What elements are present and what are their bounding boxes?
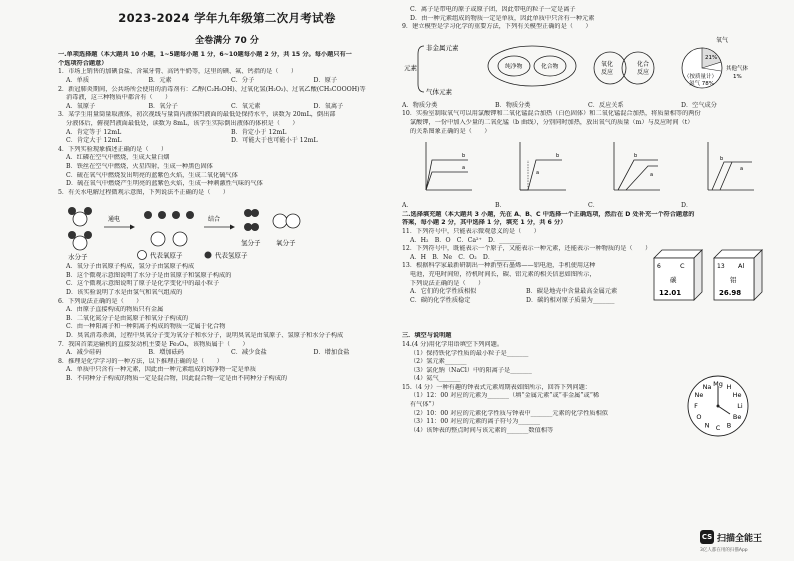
graphs-svg [402, 136, 774, 202]
question-14: 14.(4 分)用化学用语填空下列问题。 [402, 340, 504, 348]
aluminum-cell [714, 250, 762, 300]
section-1-heading-cont: 个选项符合题意） [58, 59, 108, 67]
section-3-heading: 三．填空与说明题 [402, 332, 452, 340]
question-10-cont-2: 的关系图象正确的是（ ） [410, 127, 491, 135]
oxygen-graphs [402, 136, 774, 202]
option: D．原子 [313, 76, 338, 84]
question-2-cont: 消毒液，这三种物质中都含有（ ） [66, 94, 172, 102]
clock-element-label: H [726, 382, 732, 391]
question-8-option-b: B．不同种分子构成的物质一定是混合物，因此混合物一定是由不同种分子构成的 [66, 375, 288, 382]
question-4-option-a: A．红磷在空气中燃烧，生成大量白烟 [66, 154, 170, 162]
question-8-option-d: D．由一种元素组成的物质一定是单质，因此单质中只含有一种元素 [410, 14, 595, 22]
question-15-part-4: （4）该钟表的整点时间与该元素的_______数值相等 [410, 426, 554, 434]
question-5-option-a: A．氧分子由氧原子构成，氢分子由氢原子构成 [66, 263, 195, 271]
option: A．它们的化学性质相似 [410, 288, 477, 296]
option: C．氧元素 [231, 102, 261, 110]
question-4-option-d: D．硫在氧气中燃烧产生明亮的蓝紫色火焰，生成一种刺激性气味的气体 [66, 180, 263, 188]
question-5-option-b: B．这个微观示意图说明了水分子是由氧原子和氢原子构成的 [66, 271, 232, 279]
model-d-oxygen-pct: 21% [705, 54, 718, 61]
svg-text:b: b [634, 153, 638, 160]
question-5: 5．有关水电解过程微观示意图，下列说法不正确的是（ ） [58, 188, 229, 196]
option: D．碳的相对原子质量为_______ [526, 296, 615, 304]
svg-text:a: a [536, 170, 540, 177]
question-4-option-b: B．铁丝在空气中燃烧，火星四射，生成一种黑色固体 [66, 162, 213, 170]
question-14-part-4: （4）氦气_______ [410, 375, 461, 383]
graph-c [614, 142, 660, 190]
model-c-oxidation: 氧化 [601, 60, 614, 68]
model-b-compound: 化合物 [541, 63, 559, 70]
model-a-nonmetal: 非金属元素 [426, 43, 459, 52]
question-7: 7．我国首架运输机的直接发动机主要是 Fe₃O₄，该物质属于（ ） [58, 340, 249, 348]
legend-oxygen: 代表氧原子 [150, 251, 183, 260]
model-diagrams [402, 32, 774, 102]
electrolysis-svg [58, 197, 396, 263]
question-13-block [402, 262, 774, 332]
scanner-brand-tagline: 3亿人都在用的扫描App [700, 548, 748, 553]
question-3-cont: 分液体后，俯视凹液面最低处，读数为 8mL，该学生实际倒出液体的体积是（ ） [66, 119, 299, 127]
question-6-option-d: D．臭氧消毒杀菌，过程中臭氧分子变为氧分子和水分子，说明臭氧是由氧原子、氢原子和水分子构成 [66, 332, 344, 340]
aluminum-number: 13 [717, 263, 725, 271]
option: A．单质 [66, 76, 90, 84]
water-electrolysis-diagram [58, 197, 396, 263]
model-d-by-mass: （按质量计） [684, 73, 718, 80]
arrow-2-head [230, 225, 235, 230]
legend-oxygen-icon [138, 251, 147, 260]
question-6-option-c: C．由一种阳离子和一种阴离子构成的物质一定属于化合物 [66, 323, 226, 331]
question-1: 1．市场上销售的加碘食盐、含氟牙膏、高钙牛奶等，这里的碘、氟、钙指的是（ ） [58, 68, 298, 76]
left-column [58, 6, 396, 384]
option: B．物质分类 [495, 101, 531, 109]
clock-element-label: C [715, 424, 721, 433]
svg-text:a: a [462, 165, 466, 172]
clock-element-label: N [704, 421, 710, 430]
question-2: 2．新冠肺炎期间，公共场所会使用的消毒剂有：乙醇(C₂H₅OH)、过氧化氢(H₂O₂)、过氧乙酸(CH₃COOOH)等 [58, 85, 366, 93]
model-c-combination: 化合 [637, 60, 650, 68]
aluminum-symbol: Al [738, 262, 745, 271]
model-a-element: 元素 [404, 63, 417, 72]
question-15: 15.（4 分）一种有趣的钟表式元素周期表如图所示，回答下列问题： [402, 383, 591, 391]
question-13-cont-2: 下列说法正确的是（ ） [410, 279, 485, 287]
question-8-option-a: A．单质中只含有一种元素，因此由一种元素组成的纯净物一定是单质 [66, 366, 257, 374]
section-2-heading-cont: 答案，每小题 2 分，其中选择 1 分，填充 1 分，共 6 分） [402, 219, 567, 227]
question-6-option-a: A．由原子直接构成的物质只有金属 [66, 306, 164, 314]
arrow-2-label: 结合 [208, 216, 221, 224]
clock-element-label: F [694, 402, 698, 411]
question-1-options [58, 77, 396, 86]
exam-title: 2023-2024 学年九年级第二次月考试卷 [118, 11, 336, 25]
question-6: 6．下列说法正确的是（ ） [58, 297, 143, 305]
question-11: 11．下列符号中，只能表示微观意义的是（ ） [402, 227, 540, 235]
option: D．氧离子 [313, 102, 344, 110]
clock-element-label: Be [732, 413, 742, 422]
option: A．减少硅码 [66, 349, 102, 357]
question-14-part-2: （2）氢元素_______ [410, 358, 467, 366]
question-10: 10．实验室制取氧气可以用氯酸钾和二氧化锰混合加热（白色固体）和二氧化锰混合加热，将质量相等的两份 [402, 110, 701, 118]
hydrogen-label: 氢分子 [241, 239, 261, 248]
section-1-heading: 一.单项选择题（本大题共 10 小题，1~5题每小题 1 分，6~10题每小题 2 分，共 15 分。每小题只有一 [58, 51, 352, 59]
question-9: 9．建立模型是学习化学的重要方法，下列有关模型正确的是（ ） [402, 23, 592, 31]
svg-text:b: b [556, 153, 560, 160]
model-b [488, 46, 576, 86]
question-14-part-3: （3）氯化钠（NaCl）中的阳离子是_______ [410, 366, 532, 374]
separated-atoms [144, 211, 194, 246]
question-15-part-1-cont: 有气体”） [410, 401, 438, 409]
option: B．增加砝码 [148, 349, 184, 357]
model-svg [402, 32, 774, 102]
model-d-other: 其他气体 [726, 65, 749, 72]
clock-element-label: Na [702, 382, 712, 391]
option: B．肯定小于 12mL [231, 128, 287, 136]
question-15-block [402, 380, 774, 436]
option: D．空气成分 [681, 101, 717, 109]
question-4-option-c: C．硫在氧气中燃烧发出明亮的蓝紫色火焰，生成二氧化硫气体 [66, 171, 238, 179]
option: D．增加食盐 [313, 349, 350, 357]
svg-text:b: b [462, 153, 466, 160]
graph-d [708, 142, 754, 190]
model-d [682, 36, 749, 88]
option: C．肯定大于 12mL [66, 137, 122, 145]
water-label: 水分子 [68, 253, 88, 262]
element-clock [684, 372, 752, 440]
oxygen-molecule [273, 214, 300, 228]
right-column [402, 6, 774, 435]
question-10-cont: 氯酸钾，一份中加入少量的二氧化锰（b 曲线），分别同时加热，放出氧气的质量（m）与反应时间（t） [410, 118, 694, 126]
model-a-gas: 气体元素 [426, 87, 452, 96]
question-7-options [58, 349, 396, 358]
option: C．碳的化学性质稳定 [410, 296, 471, 304]
svg-text:a: a [740, 166, 744, 173]
option: A．肯定等于 12mL [66, 128, 122, 136]
clock-element-label: B [726, 421, 732, 430]
question-15-part-3: （3）11：00 对应的元素的离子符号为_______ [410, 418, 540, 426]
option: B．碳是地壳中含量最高金属元素 [526, 288, 618, 296]
option: A．氧原子 [66, 102, 96, 110]
clock-element-label: Ne [694, 391, 704, 400]
model-d-oxygen: 氧气 [716, 36, 729, 44]
question-8: 8．推理是化学学习的一种方法，以下推理正确的是（ ） [58, 357, 223, 365]
aluminum-mass: 26.98 [719, 289, 742, 298]
option: C．反应关系 [588, 101, 624, 109]
question-13-options-1 [402, 288, 642, 297]
legend-hydrogen: 代表氢原子 [215, 251, 248, 260]
question-15-part-2: （2）10：00 对应的元素化学性质与钟表中_______元素的化学性质相似 [410, 409, 608, 417]
option: B．元素 [148, 76, 172, 84]
clock-element-label: Li [737, 402, 743, 411]
question-4: 4．下列实验现象描述正确的是（ ） [58, 145, 168, 153]
clock-center [717, 404, 720, 407]
clock-element-label: He [732, 391, 742, 400]
question-13-options-2 [402, 297, 642, 306]
question-3-options [58, 129, 396, 138]
carbon-number: 6 [657, 263, 661, 271]
question-6-option-b: B．二氧化氮分子是由氮原子和氧分子构成的 [66, 314, 189, 322]
question-14-part-1: （1）保持铁化学性质的最小粒子是_______ [410, 349, 529, 357]
scanner-brand-name: 扫描全能王 [717, 534, 763, 544]
clock-element-label: O [696, 413, 702, 422]
option: A．物质分类 [402, 101, 438, 109]
option: C．减少食盐 [231, 349, 267, 357]
total-score: 全卷满分 70 分 [195, 35, 259, 46]
option: C． [588, 202, 599, 210]
graph-b [520, 142, 566, 190]
option: C．分子 [231, 76, 255, 84]
question-2-options [58, 103, 396, 112]
carbon-cell [654, 250, 702, 300]
carbon-mass: 12.01 [659, 289, 682, 298]
option: B．氧分子 [148, 102, 178, 110]
section-2-heading: 二.选择填充题（本大题共 3 小题，先在 A、B、C 中选择一个正确选项，然后在 D 处补充一个符合题意的 [402, 210, 695, 218]
question-10-options [402, 202, 774, 211]
oxygen-label: 氧分子 [276, 239, 296, 248]
element-cells [646, 246, 770, 304]
model-a [404, 43, 459, 96]
aluminum-name: 铝 [730, 276, 737, 285]
question-12: 12．下列符号中，既能表示一个原子，又能表示一种元素，还能表示一种物质的是（ ） [402, 245, 652, 253]
graph-a [426, 142, 472, 190]
question-13: 13．根据科学家最新研制出一种新型石墨烯——铝电池，手机使用这种 [402, 262, 596, 270]
svg-text:a: a [650, 172, 654, 179]
question-5-option-c: C．这个微观示意图说明了原子是化学变化中的最小粒子 [66, 280, 220, 288]
option: D． [681, 202, 693, 210]
model-d-nitrogen: 氮气 78% [689, 80, 714, 87]
question-15-part-1: （1）12：00 对应的元素为_______（填“金属元素”或“非金属”或“稀 [410, 392, 600, 400]
clock-element-label: Mg [713, 380, 723, 389]
water-molecules [68, 207, 92, 250]
model-c [594, 52, 654, 84]
arrow-1-head [130, 225, 135, 230]
question-12-options: A．H B．Ne C．O₂ D．_______ [410, 253, 516, 261]
option: B． [495, 202, 506, 210]
question-8-option-c: C．离子是带电的原子或原子团，因此带电的粒子一定是离子 [410, 6, 576, 13]
carbon-name: 碳 [670, 276, 677, 285]
option: D．可能大于也可能小于 12mL [231, 137, 318, 145]
model-c-combination-2: 反应 [637, 68, 650, 76]
legend-hydrogen-icon [205, 252, 212, 259]
option: A． [402, 202, 413, 210]
hydrogen-molecules [244, 209, 259, 231]
question-11-options: A．H₂ B．O C．Ca²⁺ D．_______ [410, 236, 521, 244]
question-13-cont: 电池，充电时间短，待机时间长，碳、铝元素的相关信息如图所示， [410, 270, 596, 278]
arrow-1-label: 通电 [108, 216, 121, 224]
question-9-options [402, 102, 774, 111]
model-c-oxidation-2: 反应 [601, 68, 614, 76]
question-5-option-d: D．该实验说明了水是由氢气和氧气组成的 [66, 289, 183, 297]
scanner-logo-icon: CS [700, 530, 714, 544]
model-d-other-pct: 1% [733, 73, 742, 80]
model-b-pure: 纯净物 [505, 63, 523, 70]
svg-text:b: b [720, 156, 724, 163]
question-3-options-2 [58, 137, 396, 146]
question-3: 3．某学生用量筒量取液体，初次视线与量筒内液体凹液面的最低处保持水平，读数为 20mL，倒出部 [58, 111, 336, 119]
carbon-symbol: C [680, 262, 685, 271]
